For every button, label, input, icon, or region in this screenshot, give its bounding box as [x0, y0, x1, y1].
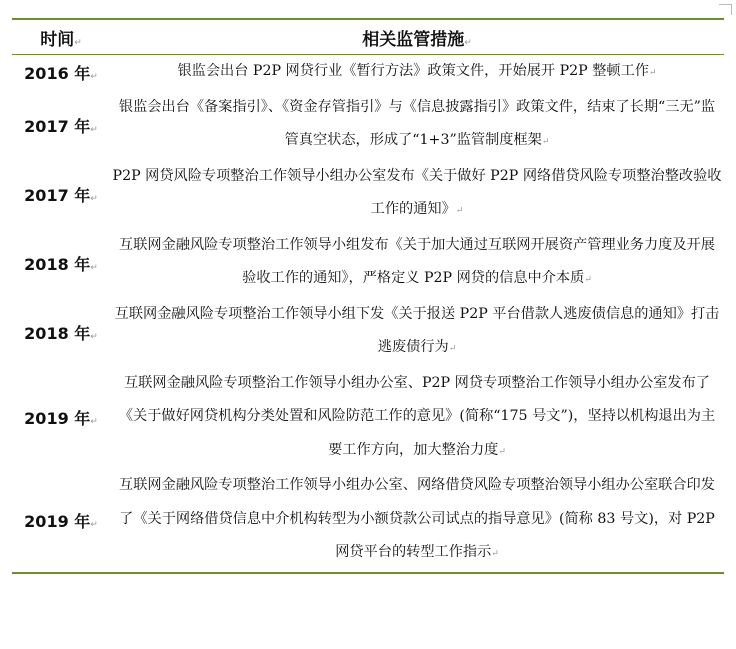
- page-corner-mark: [719, 4, 732, 15]
- paragraph-mark-icon: ↵: [448, 344, 457, 354]
- year-cell: 2019 年↵: [24, 409, 98, 429]
- table-header-row: [12, 19, 724, 55]
- year-cell: 2019 年↵: [24, 511, 98, 531]
- year-cell: 2018 年↵: [24, 323, 98, 343]
- measure-cell: P2P 网贷风险专项整治工作领导小组办公室发布《关于做好 P2P 网络借贷风险专项整治整改验收工作的通知》↵: [112, 167, 722, 217]
- measure-cell: 互联网金融风险专项整治工作领导小组下发《关于报送 P2P 平台借款人逃废债信息的通知》打击逃废债行为↵: [114, 305, 720, 355]
- paragraph-mark-icon: ↵: [491, 549, 499, 559]
- measure-cell: 银监会出台《备案指引》、《资金存管指引》与《信息披露指引》政策文件，结束了长期“三无”监管真空状态，形成了“1+3”监管制度框架↵: [118, 98, 716, 148]
- table-row: [12, 160, 724, 229]
- year-cell: 2017 年↵: [24, 185, 98, 205]
- measure-cell: 互联网金融风险专项整治工作领导小组办公室、P2P 网贷专项整治工作领导小组办公室发布了《关于做好网贷机构分类处置和风险防范工作的意见》(简称“175 号文”)，坚持以机构退出为主要工作方向，加大整治力度↵: [118, 374, 716, 458]
- paragraph-mark-icon: ↵: [90, 331, 98, 342]
- paragraph-mark-icon: ↵: [648, 68, 657, 78]
- paragraph-mark-icon: ↵: [90, 72, 98, 83]
- table-row: [12, 55, 724, 91]
- paragraph-mark-icon: ↵: [541, 137, 550, 147]
- year-cell: 2017 年↵: [24, 116, 98, 136]
- paragraph-mark-icon: ↵: [90, 519, 98, 530]
- paragraph-mark-icon: ↵: [90, 124, 98, 135]
- measure-cell: 银监会出台 P2P 网贷行业《暂行方法》政策文件，开始展开 P2P 整顿工作↵: [177, 63, 657, 79]
- paragraph-mark-icon: ↵: [455, 206, 464, 216]
- paragraph-mark-icon: ↵: [74, 37, 82, 48]
- paragraph-mark-icon: ↵: [90, 417, 98, 428]
- regulation-table: [12, 18, 724, 574]
- table-row: [12, 229, 724, 298]
- table-row: [12, 298, 724, 367]
- year-cell: 2018 年↵: [24, 254, 98, 274]
- paragraph-mark-icon: ↵: [498, 446, 506, 457]
- header-measures: 相关监管措施↵: [362, 29, 472, 50]
- measure-cell: 互联网金融风险专项整治工作领导小组发布《关于加大通过互联网开展资产管理业务力度及开展验收工作的通知》，严格定义 P2P 网贷的信息中介本质↵: [119, 236, 715, 286]
- header-time: 时间↵: [40, 29, 82, 50]
- year-cell: 2016 年↵: [24, 64, 98, 84]
- paragraph-mark-icon: ↵: [90, 193, 98, 204]
- paragraph-mark-icon: ↵: [584, 275, 592, 285]
- table-row: [12, 469, 724, 573]
- measure-cell: 互联网金融风险专项整治工作领导小组办公室、网络借贷风险专项整治领导小组办公室联合印发了《关于网络借贷信息中介机构转型为小额贷款公司试点的指导意见》(简称 83 号文)，对 P2P 网贷平台的转型工作指示↵: [119, 477, 715, 560]
- paragraph-mark-icon: ↵: [464, 37, 472, 48]
- table-row: [12, 91, 724, 160]
- paragraph-mark-icon: ↵: [90, 262, 98, 273]
- table-row: [12, 367, 724, 470]
